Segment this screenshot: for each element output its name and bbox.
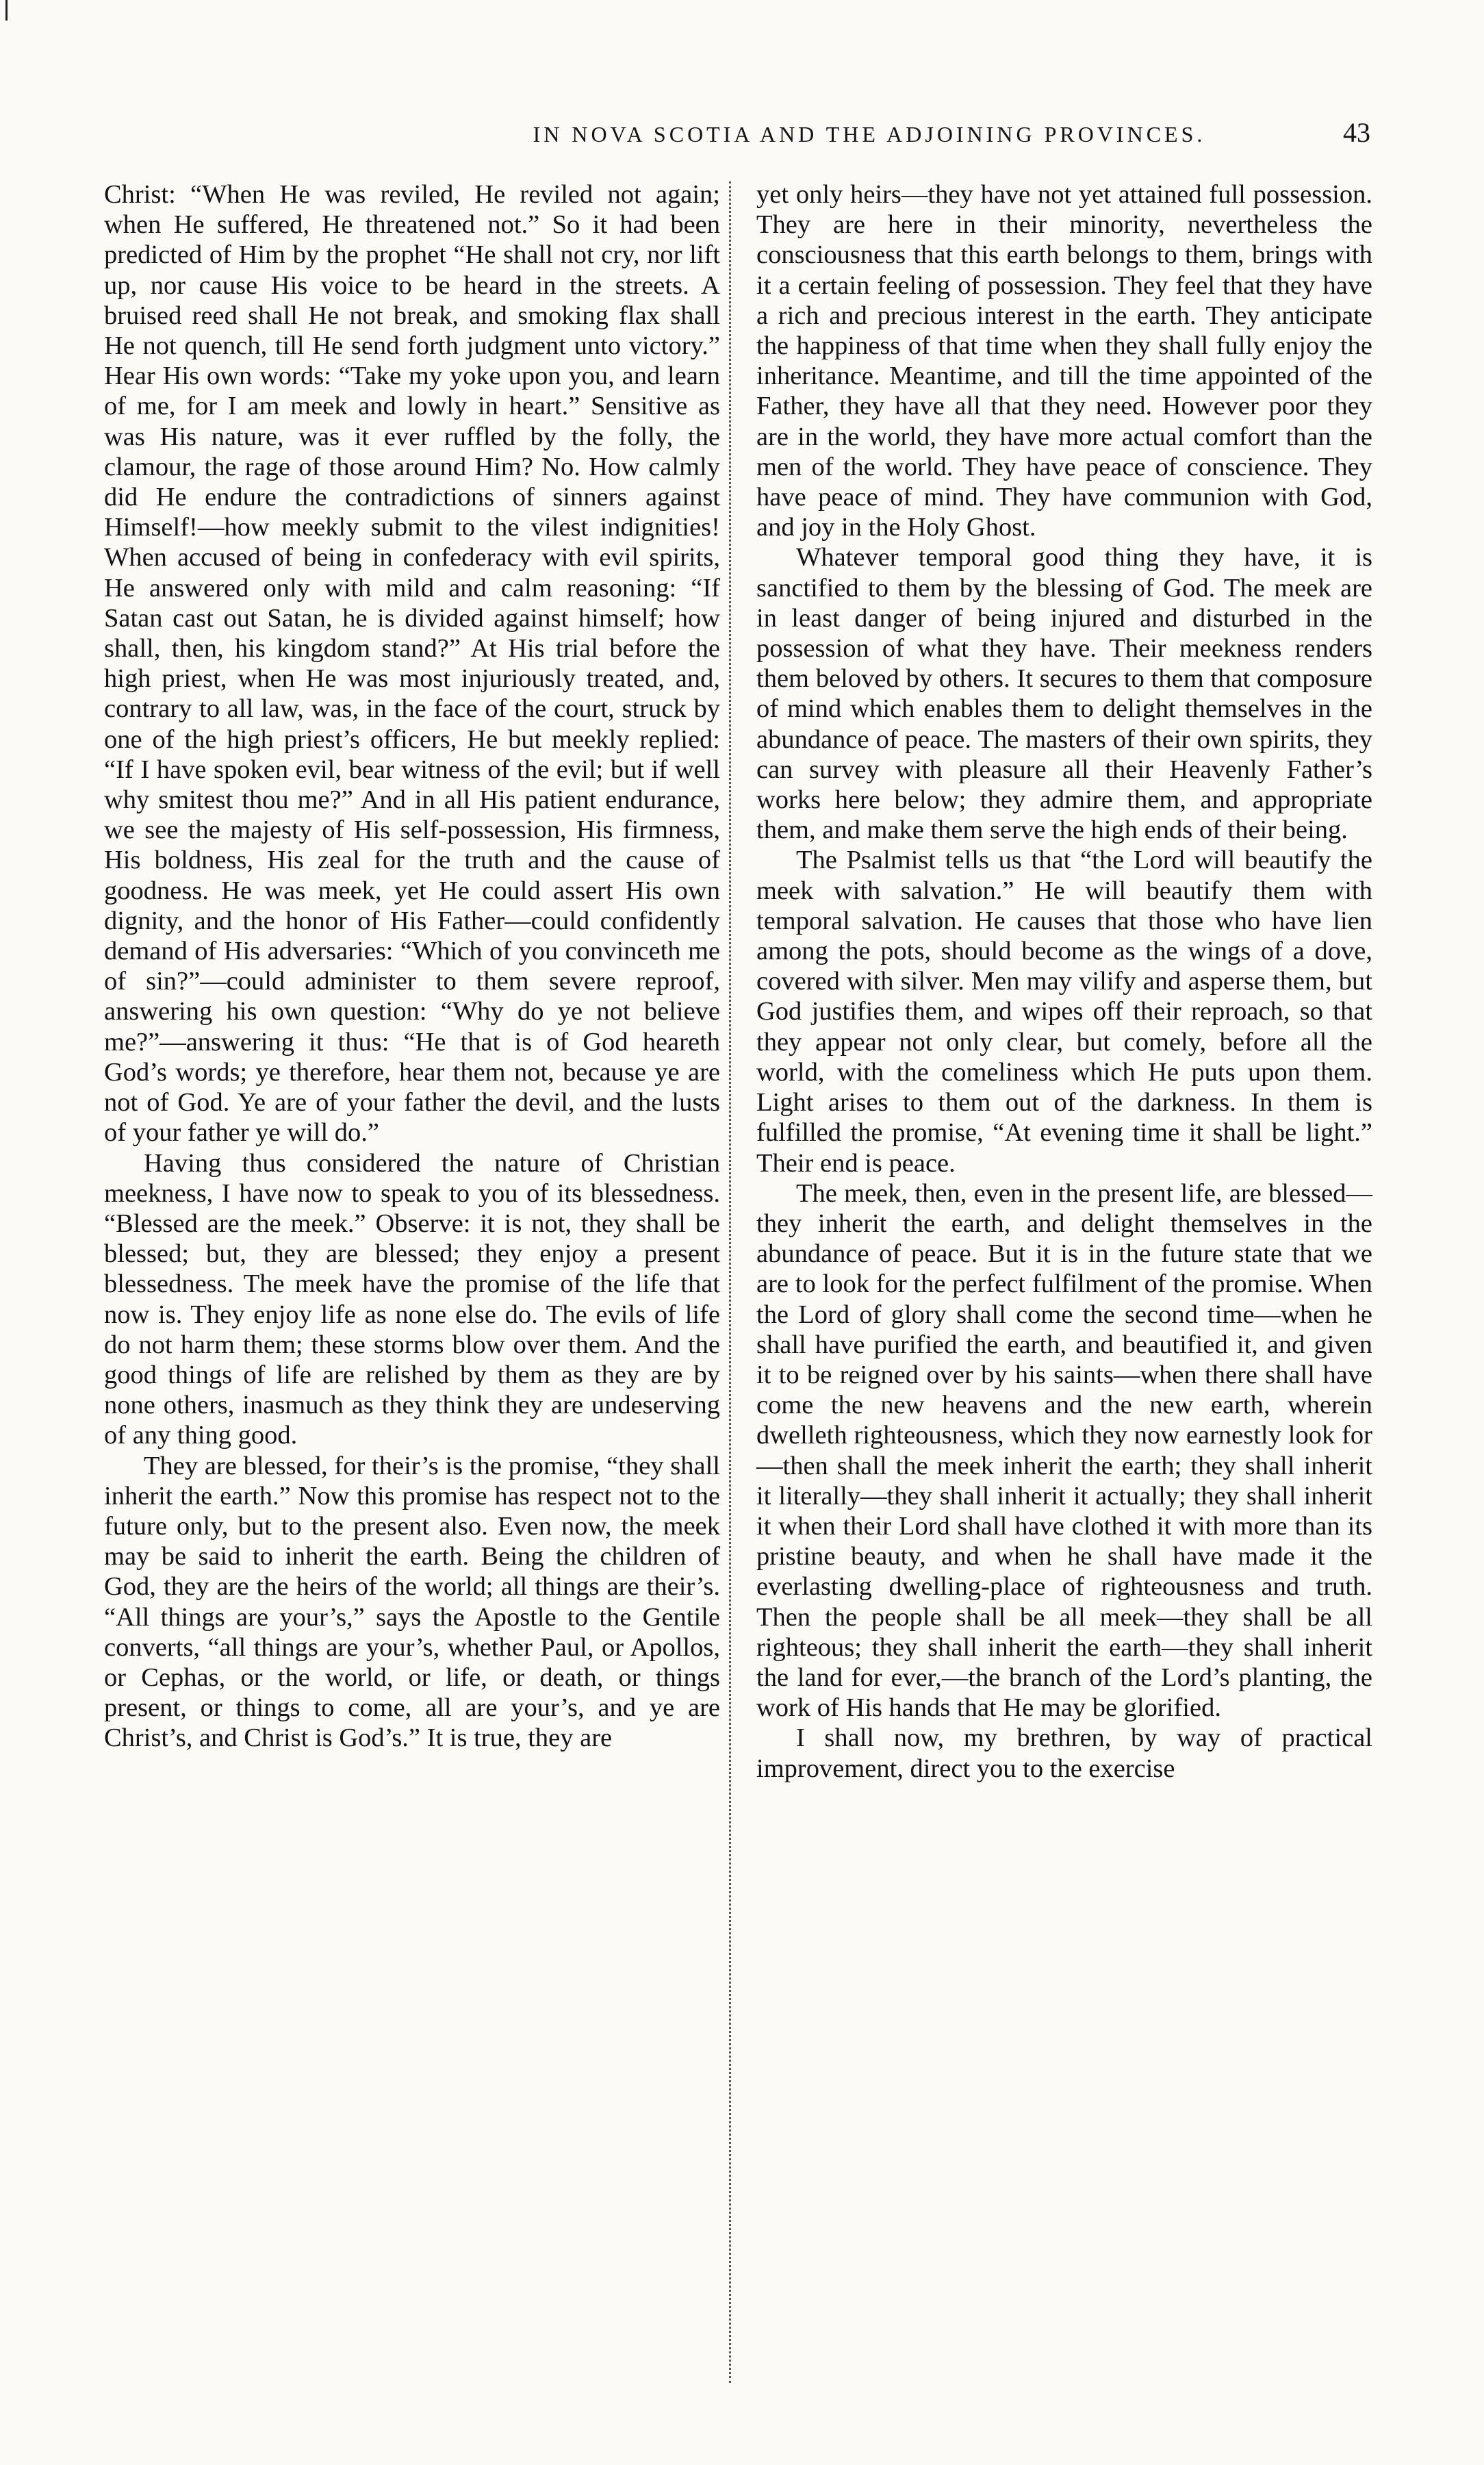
paragraph: Whatever temporal good thing they have, it is sanctified to them by the blessing of God. The meek are in least danger of being injured and disturbed in the possession of what they have. Their meekness renders them beloved by others. It secures to them that composure of mind which enables them to delight themselves in the abundance of peace. The masters of their own spirits, they can survey with pleasure all their Heavenly Father’s works here below; they admire them, and appropriate them, and make them serve the high ends of their being. bbox=[756, 543, 1372, 845]
right-column bbox=[756, 179, 1372, 1784]
left-column bbox=[104, 179, 720, 1754]
page-number: 43 bbox=[1343, 117, 1370, 148]
paragraph: They are blessed, for their’s is the promise, “they shall inherit the earth.” Now this promise has respect not to the future only, but to the present also. Even now, the meek may be said to inherit the earth. Being the children of God, they are the heirs of the world; all things are their’s. “All things are your’s,” says the Apostle to the Gentile converts, “all things are your’s, whether Paul, or Apollos, or Cephas, or the world, or life, or death, or things present, or things to come, all are your’s, and ye are Christ’s, and Christ is God’s.” It is true, they are bbox=[104, 1451, 720, 1753]
paragraph: The Psalmist tells us that “the Lord will beautify the meek with salvation.” He will beautify them with temporal salvation. He causes that those who have lien among the pots, should become as the wings of a dove, covered with silver. Men may vilify and asperse them, but God justifies them, and wipes off their reproach, so that they appear not only clear, but comely, before all the world, with the comeliness which He puts upon them. Light arises to them out of the darkness. In them is fulfilled the promise, “At evening time it shall be light.” Their end is peace. bbox=[756, 846, 1372, 1178]
paragraph: The meek, then, even in the present life, are blessed—they inherit the earth, and delight themselves in the abundance of peace. But it is in the future state that we are to look for the perfect fulfilment of the promise. When the Lord of glory shall come the second time—when he shall have purified the earth, and beautified it, and given it to be reigned over by his saints—when there shall have come the new heavens and the new earth, wherein dwelleth righteousness, which they now earnestly look for—then shall the meek inherit the earth; they shall inherit it literally—they shall inherit it actually; they shall inherit it when their Lord shall have clothed it with more than its pristine beauty, and when he shall have made it the everlasting dwelling-place of righteousness and truth. Then the people shall be all meek—they shall be all righteous; they shall inherit the earth—they shall inherit the land for ever,—the branch of the Lord’s planting, the work of His hands that He may be glorified. bbox=[756, 1178, 1372, 1723]
page-edge-mark bbox=[5, 0, 8, 21]
paragraph: yet only heirs—they have not yet attained full possession. They are here in their minority, nevertheless the consciousness that this earth belongs to them, brings with it a certain feeling of possession. They feel that they have a rich and precious interest in the earth. They anticipate the happiness of that time when they shall fully enjoy the inheritance. Meantime, and till the time appointed of the Father, they have all that they need. However poor they are in the world, they have more actual comfort than the men of the world. They have peace of conscience. They have peace of mind. They have communion with God, and joy in the Holy Ghost. bbox=[756, 180, 1372, 542]
paragraph: Having thus considered the nature of Christian meekness, I have now to speak to you of its blessedness. “Blessed are the meek.” Observe: it is not, they shall be blessed; but, they are blessed; they enjoy a present blessedness. The meek have the promise of the life that now is. They enjoy life as none else do. The evils of life do not harm them; these storms blow over them. And the good things of life are relished by them as they are by none others, inasmuch as they think they are undeserving of any thing good. bbox=[104, 1148, 720, 1450]
column-divider bbox=[729, 181, 731, 2383]
paragraph: Christ: “When He was reviled, He reviled not again; when He suffered, He threatened not.” So it had been predicted of Him by the prophet “He shall not cry, nor lift up, nor cause His voice to be heard in the streets. A bruised reed shall He not break, and smoking flax shall He not quench, till He send forth judgment unto victory.” Hear His own words: “Take my yoke upon you, and learn of me, for I am meek and lowly in heart.” Sensitive as was His nature, was it ever ruffled by the folly, the clamour, the rage of those around Him? No. How calmly did He endure the contradictions of sinners against Himself!—how meekly submit to the vilest indignities! When accused of being in confederacy with evil spirits, He answered only with mild and calm reasoning: “If Satan cast out Satan, he is divided against himself; how shall, then, his kingdom stand?” At His trial before the high priest, when He was most injuriously treated, and, contrary to all law, was, in the face of the court, struck by one of the high priest’s officers, He but meekly replied: “If I have spoken evil, bear witness of the evil; but if well why smitest thou me?” And in all His patient endurance, we see the majesty of His self-possession, His firmness, His boldness, His zeal for the truth and the cause of goodness. He was meek, yet He could assert His own dignity, and the honor of His Father—could confidently demand of His adversaries: “Which of you convinceth me of sin?”—could administer to them severe reproof, answering his own question: “Why do ye not believe me?”—answering it thus: “He that is of God heareth God’s words; ye therefore, hear them not, because ye are not of God. Ye are of your father the devil, and the lusts of your father ye will do.” bbox=[104, 180, 720, 1148]
running-head: IN NOVA SCOTIA AND THE ADJOINING PROVINCES. bbox=[533, 122, 1206, 147]
paragraph: I shall now, my brethren, by way of practical improvement, direct you to the exercise bbox=[756, 1723, 1372, 1783]
